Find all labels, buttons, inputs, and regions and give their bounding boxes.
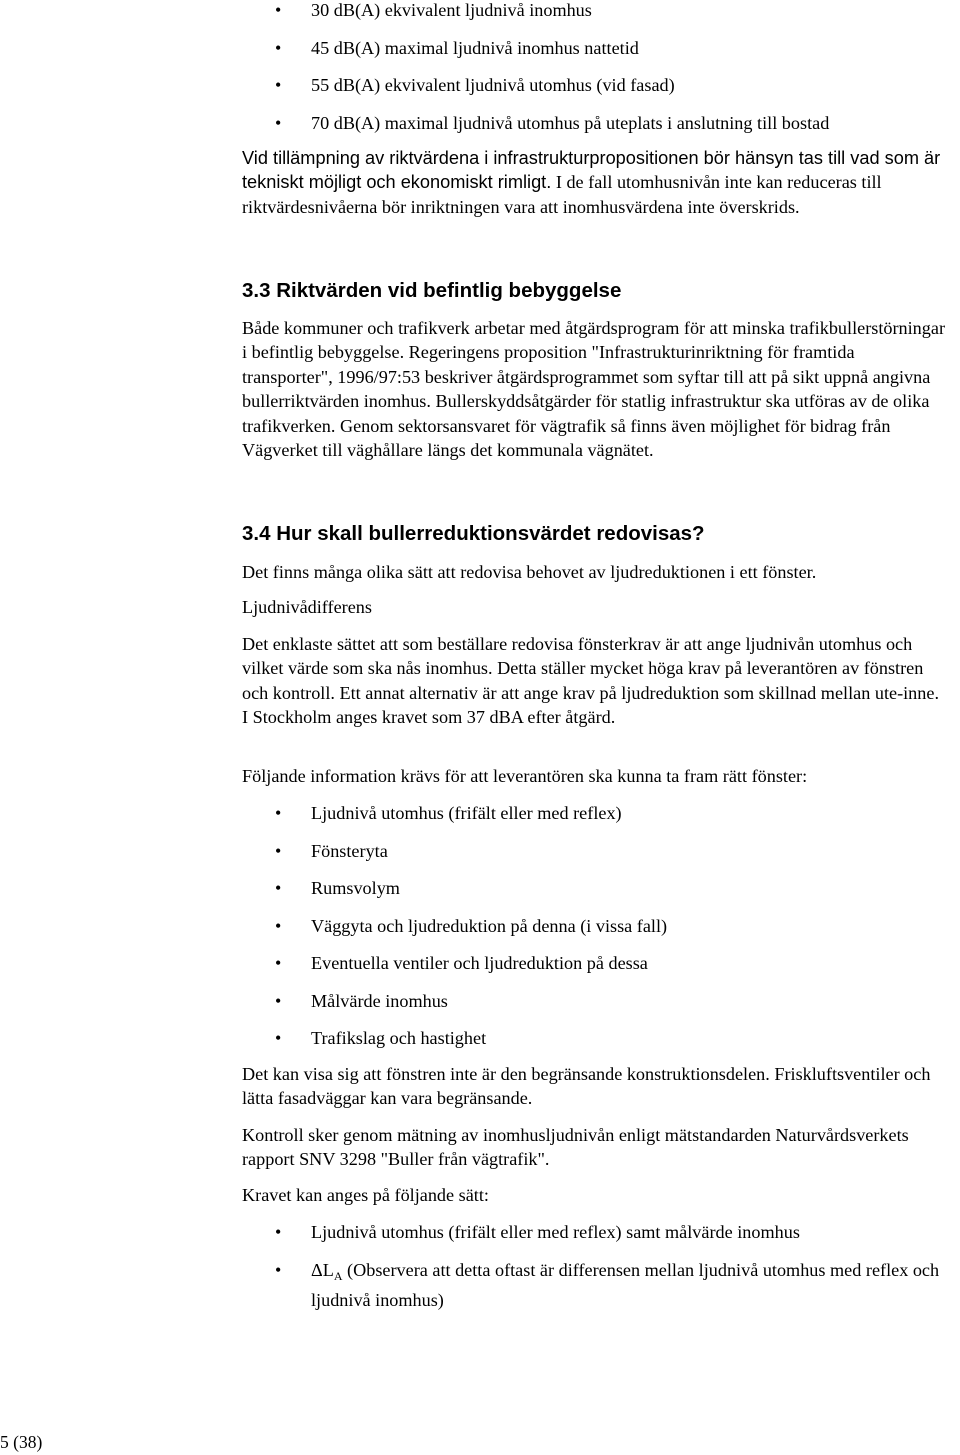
section-heading-3-4: 3.4 Hur skall bullerreduktionsvärdet redovisas? (242, 522, 705, 545)
list-item: • 70 dB(A) maximal ljudnivå utomhus på uteplats i anslutning till bostad (242, 111, 829, 149)
section-3-3-body: Både kommuner och trafikverk arbetar med åtgärdsprogram för att minska trafikbullerstörningar i befintlig bebyggelse. Regeringens proposition "Infrastrukturinriktning för framtida transporter", 1996/97:53 beskriver åtgärdsprogrammet som syftar till att på sikt uppnå angivna bullerriktvärden inomhus. Bullerskyddsåtgärder för statlig infrastruktur ska utföras av de olika trafikverken. Genom sektorsansvaret för vägtrafik så finns även möjlighet för bidrag från Vägverket till väghållare längs det kommunala vägnätet. (242, 318, 945, 461)
list-item: • 30 dB(A) ekvivalent ljudnivå inomhus (242, 0, 829, 36)
list-item: • Fönsteryta (242, 839, 947, 877)
requirement-list (242, 1220, 947, 1312)
list-item: • Rumsvolym (242, 876, 947, 914)
list-item: • Väggyta och ljudreduktion på denna (i vissa fall) (242, 914, 947, 952)
list-item: • Ljudnivå utomhus (frifält eller med reflex) (242, 801, 947, 839)
infra-paragraph-sans: Vid tillämpning av riktvärdena i infrastrukturpropositionen bör hänsyn tas till vad som är tekniskt möjligt och ekonomiskt rimligt. (242, 148, 941, 193)
infra-paragraph (242, 146, 947, 219)
info-list-intro: Följande information krävs för att leverantören ska kunna ta fram rätt fönster: (242, 766, 808, 786)
delta-l-text: (Observera att detta oftast är differensen mellan ljudnivå utomhus med reflex och ljudnivå inomhus) (311, 1259, 940, 1310)
requirement-intro: Kravet kan anges på följande sätt: (242, 1185, 489, 1205)
delta-l-subscript: A (333, 1268, 343, 1283)
list-item (242, 1258, 947, 1313)
ljudnivadifferens-body: Det enklaste sättet att som beställare redovisa fönsterkrav är att ange ljudnivån utomhus och vilket värde som ska nås inomhus. Detta ställer mycket höga krav på leverantören av fönstren och kontroll. Ett annat alternativ är att ange krav på ljudreduktion som skillnad mellan ute-inne. I Stockholm anges kravet som 37 dBA efter åtgärd. (242, 634, 939, 728)
list-item: • Ljudnivå utomhus (frifält eller med reflex) samt målvärde inomhus (242, 1220, 947, 1258)
section-heading-3-3: 3.3 Riktvärden vid befintlig bebyggelse (242, 279, 622, 302)
page-number: 5 (38) (0, 1432, 43, 1452)
delta-l-symbol: ΔL (311, 1259, 334, 1280)
window-limit-paragraph: Det kan visa sig att fönstren inte är den begränsande konstruktionsdelen. Friskluftsventiler och lätta fasadväggar kan vara begränsande. (242, 1064, 931, 1109)
control-paragraph: Kontroll sker genom mätning av inomhusljudnivån enligt mätstandarden Naturvårdsverkets rapport SNV 3298 "Buller från vägtrafik". (242, 1125, 909, 1170)
list-item: • Trafikslag och hastighet (242, 1026, 947, 1064)
required-info-list (242, 801, 947, 1064)
list-item: • 55 dB(A) ekvivalent ljudnivå utomhus (vid fasad) (242, 73, 829, 111)
list-item: • Eventuella ventiler och ljudreduktion på dessa (242, 951, 947, 989)
noise-limits-list (242, 0, 829, 148)
list-item: • Målvärde inomhus (242, 989, 947, 1027)
list-item: • 45 dB(A) maximal ljudnivå inomhus nattetid (242, 36, 829, 74)
subheading-ljudnivadifferens: Ljudnivådifferens (242, 597, 372, 617)
section-3-4-intro: Det finns många olika sätt att redovisa behovet av ljudreduktionen i ett fönster. (242, 562, 817, 582)
infra-paragraph-serif: I de fall utomhusnivån inte kan reduceras till riktvärdesnivåerna bör inriktningen vara att inomhusvärdena inte överskrids. (242, 172, 882, 217)
